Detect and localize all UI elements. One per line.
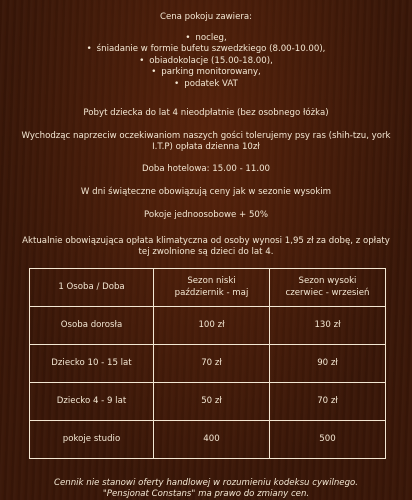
row-label: Dziecko 10 - 15 lat	[30, 345, 154, 383]
row-label: pokoje studio	[30, 421, 154, 459]
list-item: • parking monitorowany,	[0, 67, 412, 78]
table-row	[30, 421, 386, 459]
holiday-pricing-note: W dni świąteczne obowiązują ceny jak w sezonie wysokim	[80, 187, 332, 197]
low-season-price: 50 zł	[154, 383, 270, 421]
row-label: Dziecko 4 - 9 lat	[30, 383, 154, 421]
table-header-row	[30, 269, 386, 307]
disclaimer	[0, 478, 412, 500]
disclaimer-line: Cennik nie stanowi oferty handlowej w rozumieniu kodeksu cywilnego.	[53, 478, 359, 488]
table-row	[30, 307, 386, 345]
header-person-day: 1 Osoba / Doba	[30, 269, 154, 307]
single-room-note: Pokoje jednoosobowe + 50%	[143, 210, 269, 220]
list-item: • śniadanie w formie bufetu szwedzkiego (8.00-10.00),	[0, 44, 412, 55]
low-season-price: 70 zł	[154, 345, 270, 383]
high-season-price: 500	[270, 421, 386, 459]
disclaimer-line: "Pensjonat Constans" ma prawo do zmiany cen.	[102, 489, 310, 499]
hotel-day-hours: Doba hotelowa: 15.00 - 11.00	[141, 164, 271, 174]
table-row	[30, 383, 386, 421]
amenities-list	[0, 33, 412, 90]
child-stay-note: Pobyt dziecka do lat 4 nieodpłatnie (bez osobnego łóżka)	[83, 108, 329, 118]
dogs-policy-note: Wychodząc naprzeciw oczekiwaniom naszych gości tolerujemy psy ras (shih-tzu, york I.T.P) opłata dzienna 10zł	[21, 131, 391, 153]
low-season-label: Sezon niski	[187, 276, 236, 287]
table-row	[30, 345, 386, 383]
low-season-months: październik - maj	[174, 287, 249, 298]
low-season-price: 100 zł	[154, 307, 270, 345]
climate-fee-note: Aktualnie obowiązująca opłata klimatyczna od osoby wynosi 1,95 zł za dobę, z opłaty tej zwolnione są dzieci do lat 4.	[22, 236, 390, 258]
price-table	[29, 268, 386, 459]
header-high-season	[270, 269, 386, 307]
list-item: • podatek VAT	[0, 79, 412, 90]
list-item: • nocleg,	[0, 33, 412, 44]
high-season-price: 90 zł	[270, 345, 386, 383]
low-season-price: 400	[154, 421, 270, 459]
header-low-season	[154, 269, 270, 307]
high-season-price: 130 zł	[270, 307, 386, 345]
price-includes-heading: Cena pokoju zawiera:	[159, 12, 253, 22]
high-season-label: Sezon wysoki	[298, 276, 357, 287]
list-item: • obiadokolacje (15.00-18.00),	[0, 56, 412, 67]
row-label: Osoba dorosła	[30, 307, 154, 345]
high-season-months: czerwiec - wrzesień	[285, 287, 370, 298]
high-season-price: 70 zł	[270, 383, 386, 421]
